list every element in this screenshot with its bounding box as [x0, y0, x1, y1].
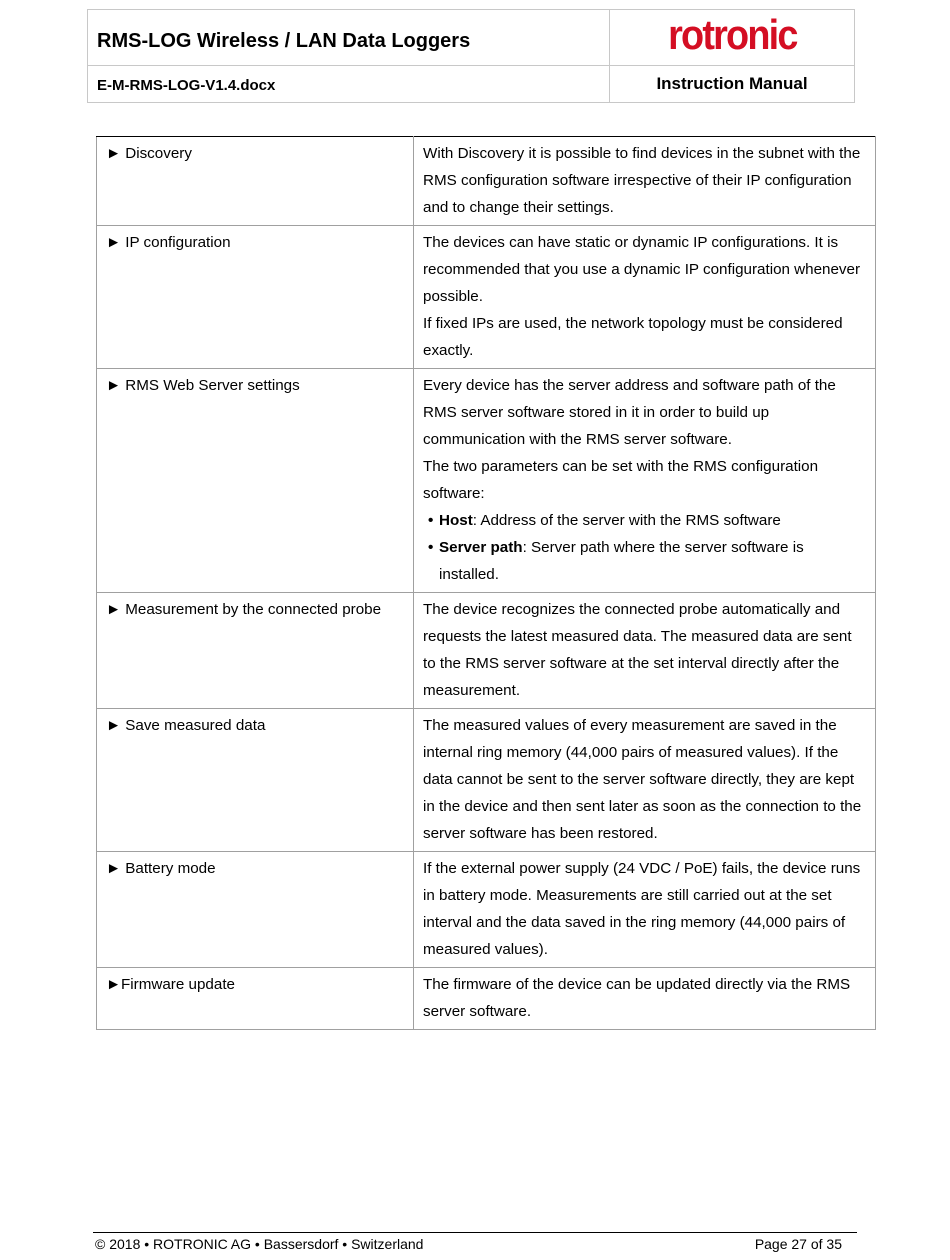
feature-label: ► Discovery	[97, 137, 414, 226]
table-row	[97, 226, 876, 369]
description-paragraph: The two parameters can be set with the RMS configuration software:	[423, 458, 819, 502]
table-row	[97, 369, 876, 593]
feature-label: ► IP configuration	[97, 226, 414, 369]
bullet-item	[423, 534, 866, 588]
feature-label: ► Save measured data	[97, 709, 414, 852]
description-paragraph: The measured values of every measurement are saved in the internal ring memory (44,000 pairs of measured values). If the data cannot be sent to the server software directly, they are kept in the device and then sent later as soon as the connection to the server software has been restored.	[423, 717, 862, 842]
bullet-item	[423, 507, 866, 534]
description-paragraph: The device recognizes the connected probe automatically and requests the latest measured data. The measured data are sent to the RMS server software at the set interval directly after the measurement.	[423, 601, 852, 699]
rotronic-logo	[610, 10, 854, 66]
page-header	[87, 9, 855, 103]
feature-label: ► Measurement by the connected probe	[97, 593, 414, 709]
table-row	[97, 709, 876, 852]
bullet-term: Server path	[439, 539, 523, 556]
document-filename: E-M-RMS-LOG-V1.4.docx	[88, 66, 610, 102]
document-title: RMS-LOG Wireless / LAN Data Loggers	[88, 10, 610, 66]
description-paragraph: The firmware of the device can be updated directly via the RMS server software.	[423, 976, 851, 1020]
document-type: Instruction Manual	[656, 74, 808, 93]
page-number: Page 27 of 35	[754, 1236, 842, 1252]
feature-label: ►Firmware update	[97, 968, 414, 1030]
logo-text: rotronic	[667, 10, 797, 58]
bullet-text: : Address of the server with the RMS software	[472, 512, 781, 529]
table-row	[97, 968, 876, 1030]
feature-table	[96, 136, 876, 1030]
feature-description	[414, 852, 876, 968]
feature-label: ► Battery mode	[97, 852, 414, 968]
bullet-text: : Server path where the server software is installed.	[439, 539, 804, 583]
feature-description	[414, 709, 876, 852]
feature-description	[414, 137, 876, 226]
feature-description	[414, 593, 876, 709]
feature-description	[414, 369, 876, 593]
description-paragraph: With Discovery it is possible to find devices in the subnet with the RMS configuration software irrespective of their IP configuration and to change their settings.	[423, 145, 861, 216]
feature-label: ► RMS Web Server settings	[97, 369, 414, 593]
footer-copyright: © 2018 • ROTRONIC AG • Bassersdorf • Switzerland	[95, 1236, 424, 1252]
description-paragraph: Every device has the server address and software path of the RMS server software stored in it in order to build up communication with the RMS server software.	[423, 377, 836, 448]
feature-description	[414, 968, 876, 1030]
table-row	[97, 852, 876, 968]
bullet-term: Host	[439, 512, 473, 529]
footer-divider	[93, 1232, 857, 1233]
bullet-list	[423, 507, 866, 588]
feature-description	[414, 226, 876, 369]
table-row	[97, 593, 876, 709]
description-paragraph: The devices can have static or dynamic IP configurations. It is recommended that you use a dynamic IP configuration whenever possible.	[423, 234, 861, 305]
description-paragraph: If fixed IPs are used, the network topology must be considered exactly.	[423, 315, 843, 359]
description-paragraph: If the external power supply (24 VDC / PoE) fails, the device runs in battery mode. Measurements are still carried out at the set interval and the data saved in the ring memory (44,000 pairs of measured values).	[423, 860, 861, 958]
table-row	[97, 137, 876, 226]
